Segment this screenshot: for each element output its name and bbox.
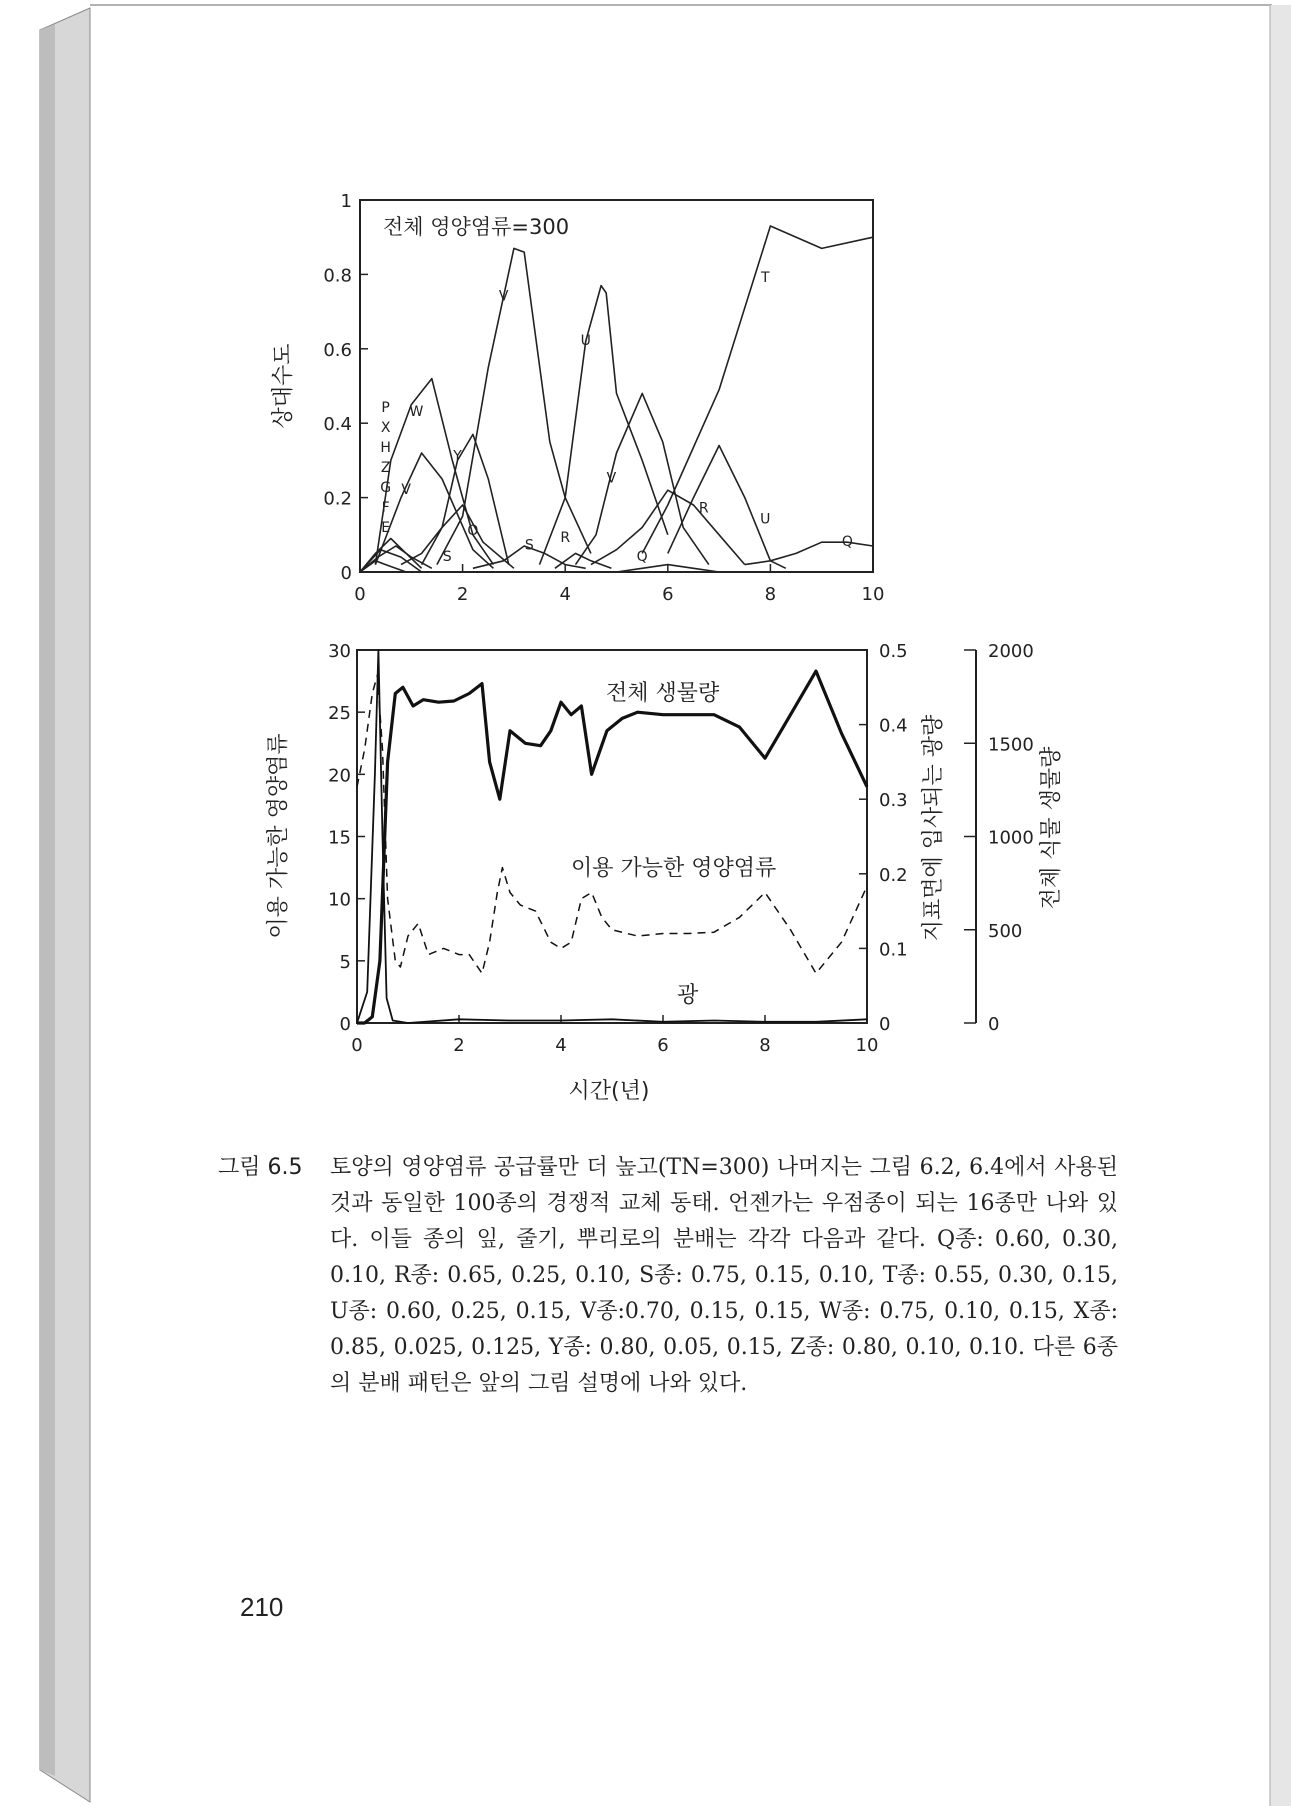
stacked-label-X: X	[380, 420, 391, 437]
series-line-T	[642, 226, 873, 553]
top-ytick-label: 0.2	[323, 488, 352, 510]
top-ytick-label: 1	[340, 191, 352, 212]
right1-ytick-label: 0.4	[879, 715, 908, 737]
page-number: 210	[240, 1592, 284, 1622]
right1-ytick-label: 0.2	[879, 864, 908, 886]
curve-label-R: R	[560, 530, 571, 547]
stacked-label-P: P	[381, 400, 390, 417]
caption-text: 토양의 영양염류 공급률만 더 높고(TN=300) 나머지는 그림 6.2, 6.4에서 사용된 것과 동일한 100종의 경쟁적 교체 동태. 언젠가는 우점종이 되는 16종만 나와 있다. 이들 종의 잎, 줄기, 뿌리로의 분배는 각각 다음과 같다. Q종: 0.60, 0.30, 0.10, R종: 0.65, 0.25, 0.10, S종: 0.75, 0.15, 0.10, T종: 0.55, 0.30, 0.15, U종: 0.60, 0.25, 0.15, V종:0.70, 0.15, 0.15, W종: 0.75, 0.10, 0.15, X종: 0.85, 0.025, 0.125, Y종: 0.80, 0.05, 0.15, Z종: 0.80, 0.10, 0.10. 다른 6종의 분배 패턴은 앞의 그림 설명에 나와 있다.	[330, 1155, 1118, 1396]
series-line-U	[540, 286, 668, 565]
series-line-nutrients	[357, 675, 867, 973]
left-ytick-label: 15	[328, 827, 351, 849]
series-line-V	[375, 453, 493, 568]
top-xtick-label: 2	[456, 584, 469, 605]
curve-label-S: S	[524, 537, 534, 554]
top-xtick-label: 4	[559, 584, 571, 605]
right1-ytick-label: 0.3	[879, 790, 908, 812]
top-chart-title: 전체 영양염류=300	[383, 215, 570, 239]
series-line-R	[555, 553, 612, 568]
caption-label: 그림 6.5	[218, 1155, 303, 1180]
bottom-xtick-label: 10	[855, 1035, 879, 1056]
right1-ytick-label: 0	[879, 1014, 891, 1035]
page-right-shadow	[1270, 5, 1291, 1806]
left-ytick-label: 30	[328, 641, 351, 662]
right2-ytick-label: 1500	[988, 734, 1034, 756]
top-xtick-label: 0	[354, 584, 366, 605]
top-ytick-label: 0.4	[323, 414, 352, 436]
right2-ytick-label: 1000	[988, 827, 1034, 849]
stacked-label-Z: Z	[380, 460, 391, 477]
series-line-V	[576, 393, 709, 564]
curve-label-Q: Q	[841, 533, 853, 550]
book-spine-shade	[40, 24, 55, 1776]
bottom-xtick-label: 6	[657, 1035, 669, 1056]
nutrient-label: 이용 가능한 영양염류	[571, 856, 777, 881]
top-xtick-label: 6	[662, 584, 674, 605]
stacked-label-F: F	[381, 500, 390, 517]
left-ytick-label: 5	[339, 951, 351, 973]
bottom-chart-xlabel: 시간(년)	[568, 1079, 650, 1104]
curve-label-Y: Y	[453, 448, 462, 465]
stacked-label-G: G	[380, 480, 392, 497]
right1-ytick-label: 0.5	[879, 641, 908, 662]
stacked-label-H: H	[380, 440, 391, 457]
series-line-biomass	[357, 671, 867, 1023]
curve-label-R: R	[698, 500, 709, 517]
curve-label-W: W	[409, 403, 424, 420]
top-chart	[271, 191, 884, 605]
top-ytick-label: 0	[340, 563, 352, 584]
biomass-label: 전체 생물량	[606, 681, 720, 706]
left-ytick-label: 0	[339, 1014, 351, 1035]
right2-ytick-label: 2000	[988, 641, 1034, 662]
right1-ytick-label: 0.1	[879, 939, 908, 961]
top-ytick-label: 0.8	[323, 265, 352, 287]
bottom-chart	[266, 641, 1064, 1104]
bottom-xtick-label: 2	[453, 1035, 465, 1056]
top-xtick-label: 8	[764, 584, 777, 605]
series-line-H	[360, 550, 422, 572]
bottom-chart-ylabel-right2: 전체 식물 생물량	[1039, 746, 1064, 910]
curve-label-O: O	[467, 522, 479, 539]
series-line-R	[591, 490, 745, 564]
series-line-V	[437, 248, 591, 564]
curve-label-V: V	[606, 470, 617, 487]
bottom-chart-ylabel-right1: 지표면에 입사되는 광량	[921, 714, 946, 942]
left-ytick-label: 20	[328, 765, 351, 787]
curve-label-U: U	[760, 511, 771, 528]
curve-label-U: U	[580, 333, 591, 350]
curve-label-V: V	[498, 288, 509, 305]
curve-label-S: S	[442, 548, 452, 565]
top-xtick-label: 10	[861, 584, 885, 605]
top-ytick-label: 0.6	[323, 339, 352, 361]
bottom-xtick-label: 0	[351, 1035, 363, 1056]
left-ytick-label: 25	[328, 703, 351, 725]
left-ytick-label: 10	[328, 889, 351, 911]
top-chart-ylabel: 상대수도	[271, 343, 296, 429]
right2-ytick-label: 0	[988, 1014, 1000, 1035]
stacked-label-E: E	[381, 520, 391, 537]
bottom-xtick-label: 4	[555, 1035, 567, 1056]
right2-ytick-label: 500	[988, 920, 1023, 942]
bottom-chart-ylabel-left: 이용 가능한 영양염류	[266, 733, 291, 939]
light-label: 광	[677, 983, 699, 1008]
curve-label-Q: Q	[636, 548, 648, 565]
curve-label-T: T	[760, 269, 770, 286]
figure-caption	[218, 1150, 1118, 1402]
curve-label-V: V	[401, 481, 411, 498]
bottom-xtick-label: 8	[759, 1035, 771, 1056]
